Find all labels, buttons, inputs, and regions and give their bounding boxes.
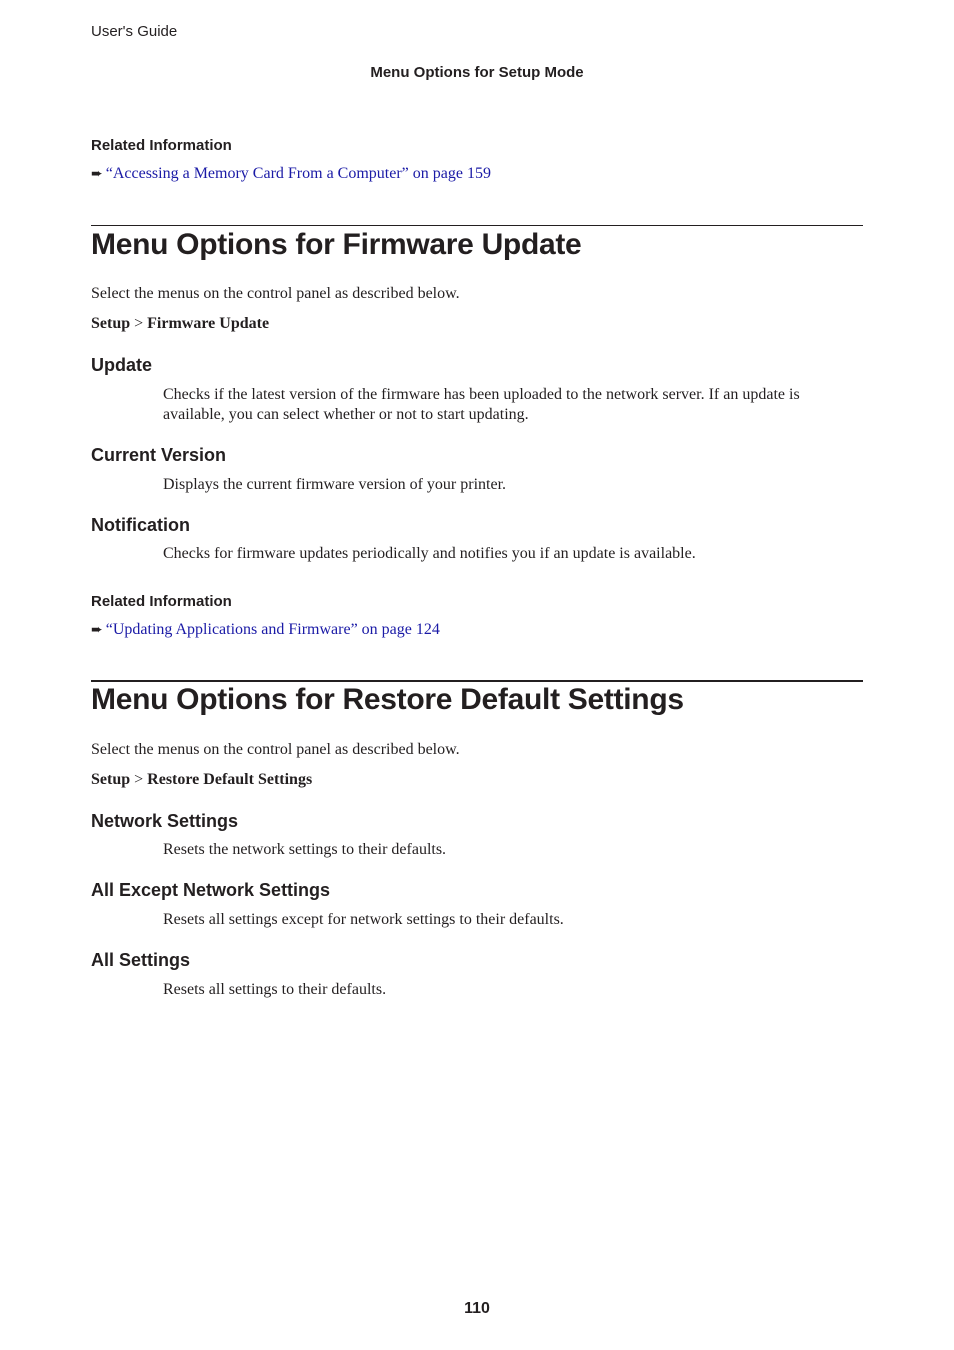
menu-item-network-settings: Network Settings [91,811,239,831]
memory-card-link[interactable]: “Accessing a Memory Card From a Computer” on page 159 [105,165,491,182]
arrow-right-icon: ➨ [91,622,103,638]
firmware-intro: Select the menus on the control panel as described below. [91,285,460,302]
running-header: User's Guide [91,23,178,40]
related-link-row [91,621,440,639]
path-separator: > [130,771,148,788]
updating-firmware-link[interactable]: “Updating Applications and Firmware” on page 124 [105,621,440,638]
restore-intro: Select the menus on the control panel as described below. [91,741,460,758]
menu-item-all-settings: All Settings [91,950,191,970]
page-number: 110 [464,1300,490,1317]
menu-item-all-except-network: All Except Network Settings [91,880,331,900]
related-information-heading: Related Information [91,137,232,154]
menu-item-notification: Notification [91,515,190,535]
update-description: Checks if the latest version of the firmware has been uploaded to the network server. If an update is available, you can select whether or not to start updating. [163,386,800,423]
firmware-section-title: Menu Options for Firmware Update [91,228,582,261]
path-separator: > [130,315,148,332]
chapter-title: Menu Options for Setup Mode [370,64,584,81]
restore-menu-path [91,771,312,789]
arrow-right-icon: ➨ [91,166,103,182]
firmware-menu-path [91,315,269,333]
notification-description: Checks for firmware updates periodically and notifies you if an update is available. [163,545,696,562]
all-settings-description: Resets all settings to their defaults. [163,981,387,998]
restore-section-title: Menu Options for Restore Default Settings [91,683,684,716]
network-settings-description: Resets the network settings to their defaults. [163,841,447,858]
path-leaf: Firmware Update [147,315,270,332]
section-divider [91,680,863,682]
section-divider [91,225,863,226]
menu-item-update: Update [91,355,153,375]
menu-item-current-version: Current Version [91,445,227,465]
current-version-description: Displays the current firmware version of your printer. [163,476,507,493]
related-link-row [91,165,491,183]
path-root: Setup [91,771,131,788]
path-leaf: Restore Default Settings [147,771,313,788]
all-except-network-description: Resets all settings except for network settings to their defaults. [163,911,564,928]
related-information-heading: Related Information [91,593,232,610]
path-root: Setup [91,315,131,332]
